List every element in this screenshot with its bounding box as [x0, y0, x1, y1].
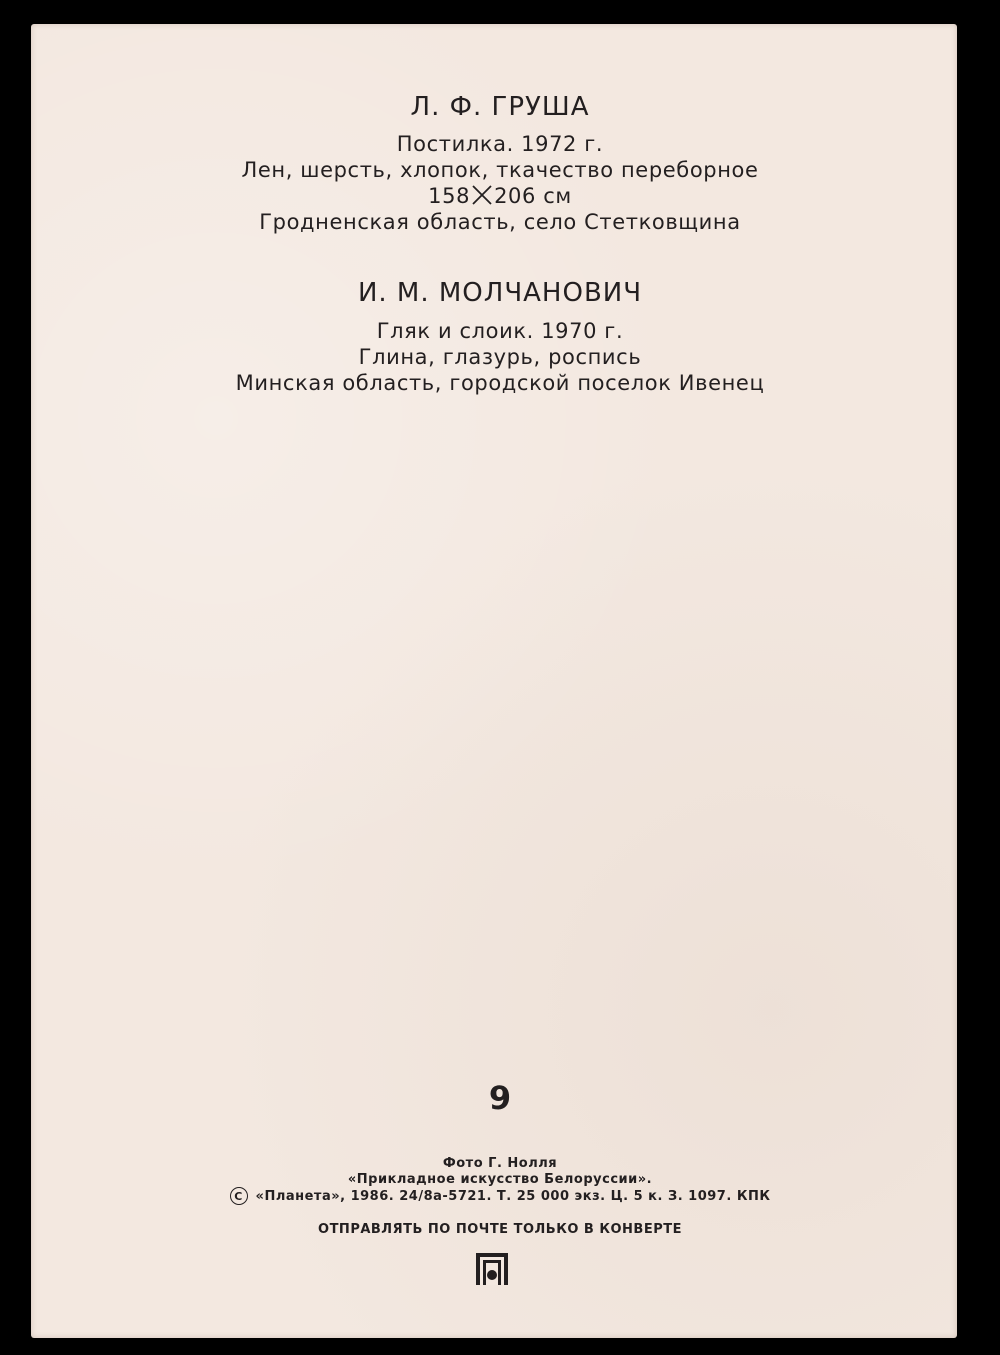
- author-molchanovich: И. М. МОЛЧАНОВИЧ: [357, 278, 643, 308]
- artwork-title-glyak: Гляк и слоик. 1970 г.: [376, 319, 624, 343]
- place-postilka: Гродненская область, село Стетковщина: [259, 210, 741, 234]
- series-title: «Прикладное искусство Белоруссии».: [347, 1172, 653, 1187]
- imprint-line: [0, 1187, 1000, 1205]
- copyright-icon: C: [230, 1187, 248, 1205]
- materials-glyak: Глина, глазурь, роспись: [358, 345, 642, 369]
- place-glyak: Минская область, городской поселок Ивенец: [235, 371, 765, 395]
- dimension-width: 158: [428, 184, 471, 208]
- page-number: 9: [488, 1079, 512, 1117]
- dimension-height: 206 см: [494, 184, 572, 208]
- author-grusha: Л. Ф. ГРУША: [410, 92, 590, 122]
- imprint-text: «Планета», 1986. 24/8а-5721. Т. 25 000 экз. Ц. 5 к. З. 1097. КПК: [255, 1188, 771, 1204]
- dimensions-postilka: [0, 183, 1000, 209]
- times-icon: [471, 184, 493, 206]
- mail-notice: ОТПРАВЛЯТЬ ПО ПОЧТЕ ТОЛЬКО В КОНВЕРТЕ: [318, 1222, 682, 1237]
- materials-postilka: Лен, шерсть, хлопок, ткачество переборное: [241, 158, 759, 182]
- planeta-logo-icon: [474, 1251, 510, 1287]
- artwork-title-postilka: Постилка. 1972 г.: [396, 132, 604, 156]
- photo-credit: Фото Г. Нолля: [442, 1156, 558, 1171]
